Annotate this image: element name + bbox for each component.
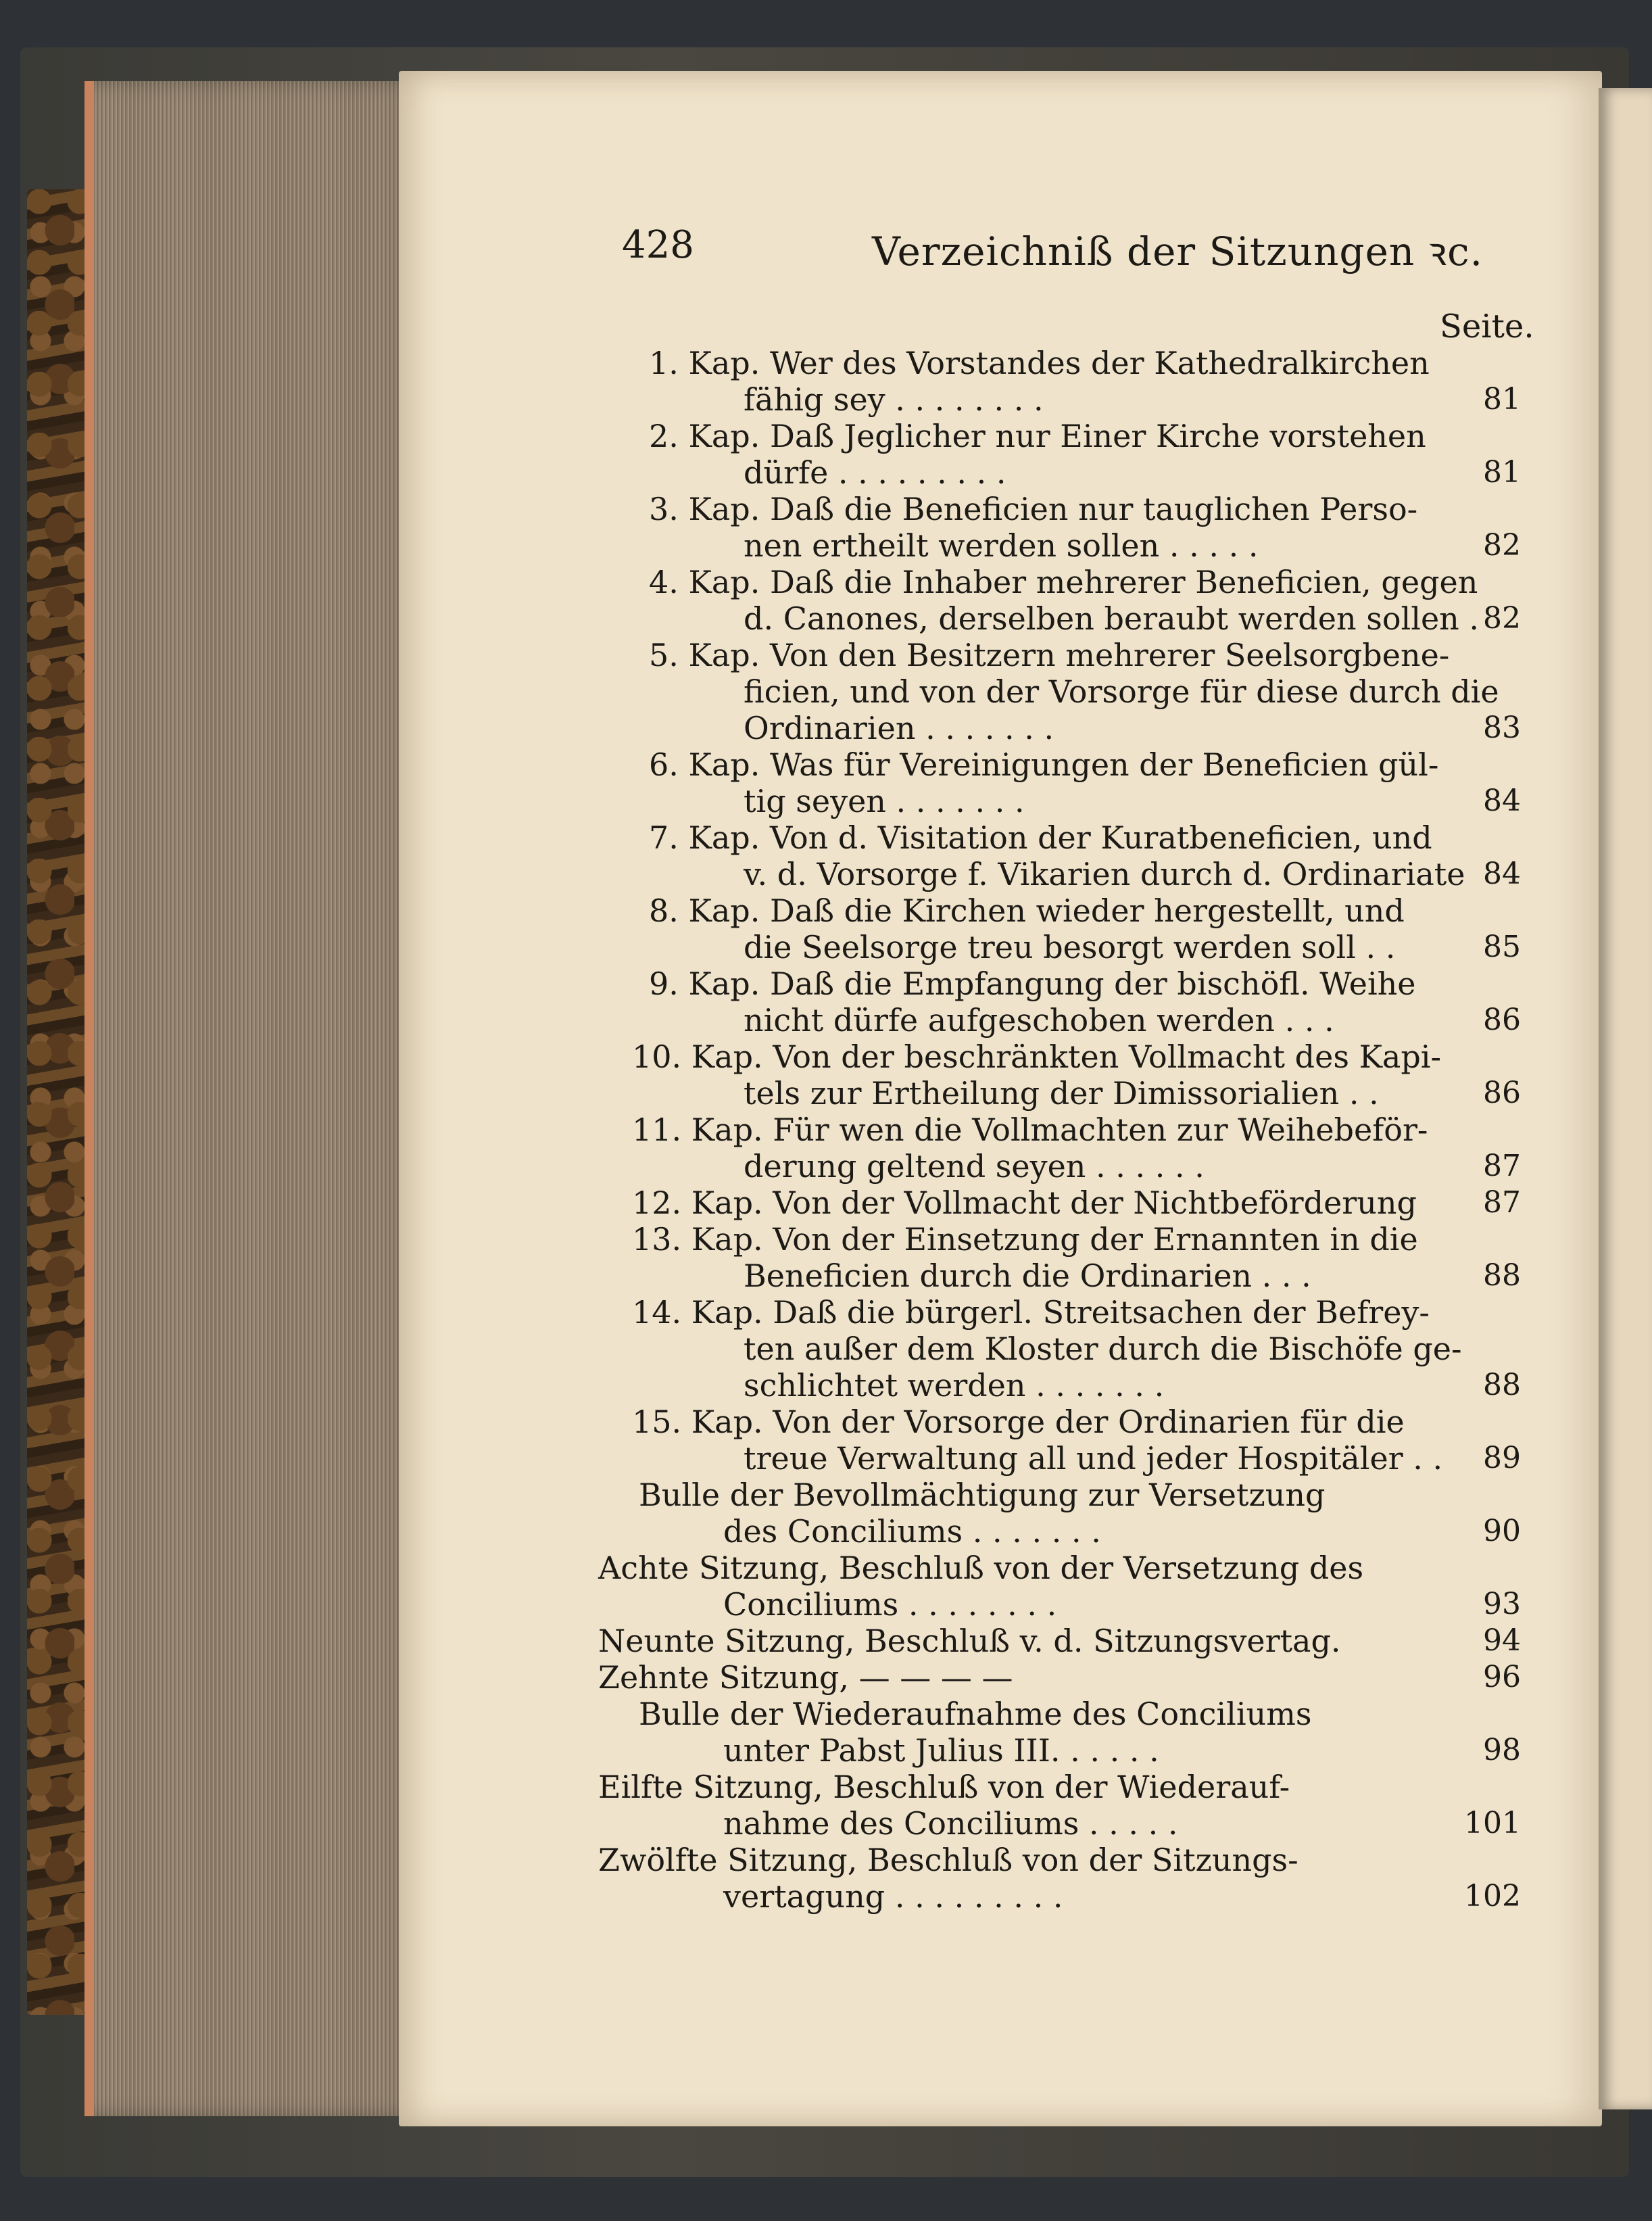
- toc-page-ref: 87: [1483, 1185, 1521, 1220]
- toc-entry-continuation: des Conciliums . . . . . . .: [723, 1513, 1101, 1550]
- toc-entry-continuation: die Seelsorge treu besorgt werden soll . .: [744, 929, 1396, 965]
- toc-page-ref: 86: [1483, 1003, 1521, 1037]
- toc-entry-title: Zwölfte Sitzung, Beschluß von der Sitzungs-: [598, 1842, 1298, 1878]
- toc-page-ref: 90: [1483, 1514, 1521, 1548]
- toc-entry-title: Neunte Sitzung, Beschluß v. d. Sitzungsvertag.: [598, 1623, 1341, 1659]
- toc-page-ref: 94: [1483, 1623, 1521, 1658]
- toc-page-ref: 84: [1483, 857, 1521, 891]
- toc-page-ref: 88: [1483, 1368, 1521, 1402]
- toc-entry-continuation: Conciliums . . . . . . . .: [723, 1586, 1057, 1623]
- toc-page-ref: 83: [1483, 711, 1521, 745]
- toc-page-ref: 93: [1483, 1587, 1521, 1621]
- toc-page-ref: 81: [1483, 382, 1521, 416]
- toc-entry-continuation: ficien, und von der Vorsorge für diese durch die: [744, 673, 1499, 710]
- toc-entry-continuation: derung geltend seyen . . . . . .: [744, 1148, 1205, 1185]
- toc-entry-continuation: ten außer dem Kloster durch die Bischöfe ge-: [744, 1331, 1462, 1367]
- toc-entry-title: 2. Kap. Daß Jeglicher nur Einer Kirche vorstehen: [649, 418, 1426, 454]
- toc-entry-continuation: treue Verwaltung all und jeder Hospitäler . .: [744, 1440, 1443, 1477]
- toc-entry-title: 7. Kap. Von d. Visitation der Kuratbeneficien, und: [649, 819, 1432, 856]
- toc-page-ref: 98: [1483, 1733, 1521, 1767]
- toc-entry-continuation: nicht dürfe aufgeschoben werden . . .: [744, 1002, 1334, 1038]
- toc-entry-continuation: v. d. Vorsorge f. Vikarien durch d. Ordinariate: [744, 856, 1465, 892]
- toc-entry-title: Eilfte Sitzung, Beschluß von der Wiederauf-: [598, 1769, 1290, 1805]
- toc-entry-title: 11. Kap. Für wen die Vollmachten zur Weihebeför-: [632, 1112, 1428, 1148]
- toc-entry-title: 3. Kap. Daß die Beneficien nur tauglichen Perso-: [649, 491, 1418, 527]
- toc-entry-continuation: Ordinarien . . . . . . .: [744, 710, 1054, 746]
- toc-page-ref: 86: [1483, 1076, 1521, 1110]
- running-title: Verzeichniß der Sitzungen ꝛc.: [872, 229, 1484, 274]
- toc-entry-title: 15. Kap. Von der Vorsorge der Ordinarien für die: [632, 1404, 1405, 1440]
- toc-entry-title: Bulle der Bevollmächtigung zur Versetzung: [639, 1477, 1326, 1513]
- toc-page-ref: 88: [1483, 1258, 1521, 1293]
- toc-entry-title: 14. Kap. Daß die bürgerl. Streitsachen der Befrey-: [632, 1294, 1430, 1331]
- toc-entry-continuation: nahme des Conciliums . . . . .: [723, 1805, 1178, 1842]
- toc-entry-title: 8. Kap. Daß die Kirchen wieder hergestellt, und: [649, 892, 1405, 929]
- toc-page-ref: 89: [1483, 1441, 1521, 1475]
- toc-entry-title: 1. Kap. Wer des Vorstandes der Kathedralkirchen: [649, 345, 1430, 381]
- toc-page-ref: 84: [1483, 784, 1521, 818]
- toc-entry-continuation: schlichtet werden . . . . . . .: [744, 1367, 1165, 1404]
- toc-page-ref: 101: [1464, 1806, 1521, 1840]
- toc-entry-continuation: Beneficien durch die Ordinarien . . .: [744, 1258, 1311, 1294]
- toc-page-ref: 87: [1483, 1149, 1521, 1183]
- toc-entry-title: 4. Kap. Daß die Inhaber mehrerer Beneficien, gegen: [649, 564, 1478, 600]
- toc-entry-title: Bulle der Wiederaufnahme des Conciliums: [639, 1696, 1312, 1732]
- toc-entry-continuation: fähig sey . . . . . . . .: [744, 381, 1044, 418]
- toc-entry-title: 9. Kap. Daß die Empfangung der bischöfl. Weihe: [649, 965, 1416, 1002]
- page-column-label: Seite.: [1440, 308, 1534, 345]
- toc-entry-title: 12. Kap. Von der Vollmacht der Nichtbeförderung: [632, 1185, 1417, 1221]
- toc-entry-continuation: nen ertheilt werden sollen . . . . .: [744, 527, 1259, 564]
- toc-entry-continuation: vertagung . . . . . . . . .: [723, 1878, 1063, 1915]
- page-number: 428: [622, 223, 694, 267]
- toc-page-ref: 81: [1483, 455, 1521, 489]
- toc-page-ref: 102: [1464, 1879, 1521, 1913]
- toc-entry-continuation: tels zur Ertheilung der Dimissorialien . .: [744, 1075, 1379, 1112]
- toc-page-ref: 82: [1483, 601, 1521, 636]
- toc-page-ref: 82: [1483, 528, 1521, 563]
- toc-entry-title: 6. Kap. Was für Vereinigungen der Beneficien gül-: [649, 746, 1439, 783]
- toc-entry-continuation: d. Canones, derselben beraubt werden sollen .: [744, 600, 1480, 637]
- toc-page-ref: 85: [1483, 930, 1521, 964]
- toc-entry-continuation: tig seyen . . . . . . .: [744, 783, 1025, 819]
- toc-page-ref: 96: [1483, 1660, 1521, 1694]
- toc-entry-title: 10. Kap. Von der beschränkten Vollmacht des Kapi-: [632, 1038, 1442, 1075]
- toc-entry-continuation: dürfe . . . . . . . . .: [744, 454, 1006, 491]
- toc-entry-title: 13. Kap. Von der Einsetzung der Ernannten in die: [632, 1221, 1418, 1258]
- toc-entry-continuation: unter Pabst Julius III. . . . . .: [723, 1732, 1159, 1769]
- toc-entry-title: 5. Kap. Von den Besitzern mehrerer Seelsorgbene-: [649, 637, 1450, 673]
- toc-entry-title: Zehnte Sitzung, — — — —: [598, 1659, 1013, 1696]
- toc-entry-title: Achte Sitzung, Beschluß von der Versetzung des: [598, 1550, 1364, 1586]
